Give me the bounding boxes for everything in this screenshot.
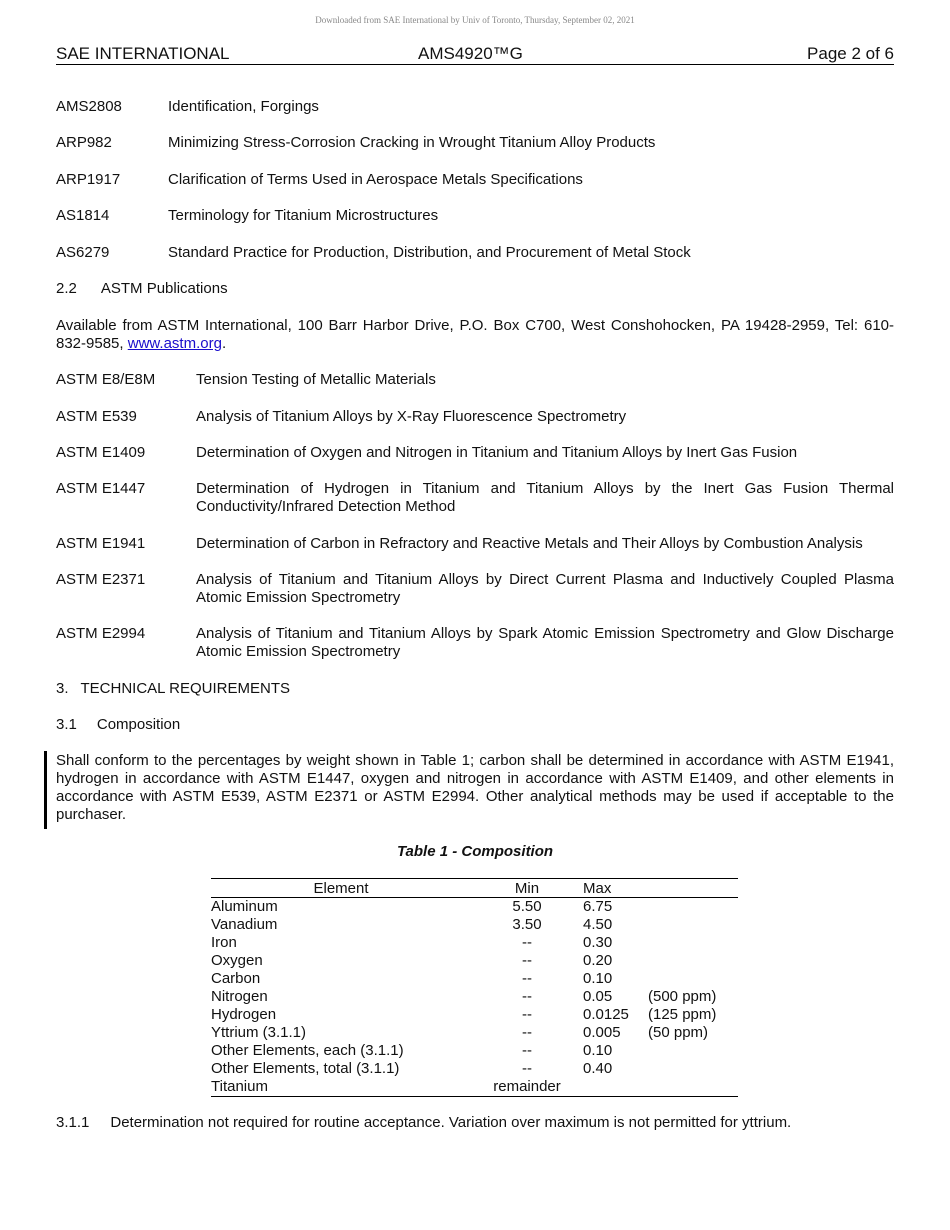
header-doc-number: AMS4920™G bbox=[418, 44, 523, 63]
section-heading-composition bbox=[56, 716, 180, 734]
cell-note bbox=[648, 1042, 738, 1060]
ref-desc: Minimizing Stress-Corrosion Cracking in Wrought Titanium Alloy Products bbox=[168, 134, 656, 151]
section-heading-technical bbox=[56, 680, 290, 698]
ref-code: ASTM E1941 bbox=[56, 535, 146, 552]
cell-note bbox=[648, 970, 738, 988]
cell-note bbox=[648, 898, 738, 917]
ref-code: ARP982 bbox=[56, 134, 112, 151]
cell-note bbox=[648, 952, 738, 970]
ref-code: ASTM E2994 bbox=[56, 625, 146, 642]
section-number: 2.2 bbox=[56, 280, 77, 297]
cell-element: Vanadium bbox=[211, 916, 278, 933]
cell-min: -- bbox=[522, 1060, 532, 1077]
ref-desc: Tension Testing of Metallic Materials bbox=[196, 371, 436, 388]
cell-note: (50 ppm) bbox=[648, 1024, 709, 1041]
section-number: 3. bbox=[56, 680, 69, 697]
ref-code: AS6279 bbox=[56, 244, 110, 261]
header-page-number: Page 2 of 6 bbox=[807, 44, 894, 63]
section-title: TECHNICAL REQUIREMENTS bbox=[80, 680, 290, 697]
cell-element: Carbon bbox=[211, 970, 261, 987]
ref-desc: Analysis of Titanium and Titanium Alloys by Spark Atomic Emission Spectrometry and Glow Discharge Atomic Emission Spectrometry bbox=[196, 625, 894, 660]
cell-note bbox=[648, 934, 738, 952]
ref-code: ASTM E1409 bbox=[56, 444, 146, 461]
ref-desc: Determination of Carbon in Refractory and Reactive Metals and Their Alloys by Combustion Analysis bbox=[196, 535, 863, 552]
revision-change-bar bbox=[44, 751, 47, 829]
cell-min: -- bbox=[522, 1042, 532, 1059]
cell-max: 0.30 bbox=[583, 934, 613, 951]
ref-desc: Identification, Forgings bbox=[168, 98, 319, 115]
cell-min: remainder bbox=[471, 1078, 583, 1097]
cell-note: (500 ppm) bbox=[648, 988, 717, 1005]
cell-element: Oxygen bbox=[211, 952, 263, 969]
cell-min: -- bbox=[522, 934, 532, 951]
ref-code: ASTM E1447 bbox=[56, 480, 146, 497]
cell-min: -- bbox=[522, 1024, 532, 1041]
astm-availability bbox=[56, 317, 894, 353]
table-header-row bbox=[211, 879, 738, 898]
table-row bbox=[211, 1042, 738, 1060]
table-row bbox=[211, 988, 738, 1006]
table-row bbox=[211, 1024, 738, 1042]
cell-min: -- bbox=[522, 1006, 532, 1023]
composition-paragraph: Shall conform to the percentages by weight shown in Table 1; carbon shall be determined in accordance with ASTM E1941, hydrogen in accordance with ASTM E1447, oxygen and nitrogen in accordance with ASTM E1409, and other elements in accordance with ASTM E539, ASTM E2371 or ASTM E2994. Other analytical methods may be used if acceptable to the purchaser. bbox=[56, 752, 894, 823]
ref-code: ASTM E2371 bbox=[56, 571, 146, 588]
ref-code: ASTM E8/E8M bbox=[56, 371, 156, 388]
ref-code: ASTM E539 bbox=[56, 408, 137, 425]
ref-code: AMS2808 bbox=[56, 98, 122, 115]
header-element: Element bbox=[211, 879, 471, 898]
cell-max: 0.005 bbox=[583, 1024, 621, 1041]
cell-max: 0.05 bbox=[583, 988, 613, 1005]
cell-max: 0.0125 bbox=[583, 1006, 629, 1023]
cell-max bbox=[583, 1078, 648, 1097]
cell-min: -- bbox=[522, 952, 532, 969]
table-row bbox=[211, 1006, 738, 1024]
table-row bbox=[211, 1078, 738, 1097]
cell-note bbox=[648, 1060, 738, 1078]
cell-max: 0.40 bbox=[583, 1060, 613, 1077]
astm-link[interactable]: www.astm.org bbox=[127, 335, 222, 352]
cell-min: -- bbox=[522, 970, 532, 987]
table-row bbox=[211, 1060, 738, 1078]
cell-note: (125 ppm) bbox=[648, 1006, 717, 1023]
header-min: Min bbox=[471, 879, 583, 898]
table-caption: Table 1 - Composition bbox=[396, 843, 554, 860]
ref-desc: Determination of Oxygen and Nitrogen in Titanium and Titanium Alloys by Inert Gas Fusion bbox=[196, 444, 798, 461]
note-number: 3.1.1 bbox=[56, 1114, 90, 1131]
cell-element: Nitrogen bbox=[211, 988, 268, 1005]
note-text: Determination not required for routine acceptance. Variation over maximum is not permitted for yttrium. bbox=[110, 1114, 792, 1131]
cell-min: 3.50 bbox=[512, 916, 542, 933]
cell-max: 0.20 bbox=[583, 952, 613, 969]
cell-max: 0.10 bbox=[583, 1042, 613, 1059]
page-header bbox=[56, 44, 894, 65]
ref-code: AS1814 bbox=[56, 207, 110, 224]
cell-element: Aluminum bbox=[211, 898, 278, 915]
cell-element: Other Elements, total (3.1.1) bbox=[211, 1060, 400, 1077]
section-heading-astm bbox=[56, 280, 228, 298]
table-row bbox=[211, 970, 738, 988]
ref-desc: Standard Practice for Production, Distribution, and Procurement of Metal Stock bbox=[168, 244, 691, 261]
composition-table bbox=[211, 878, 738, 1097]
note-3-1-1 bbox=[56, 1114, 791, 1132]
section-number: 3.1 bbox=[56, 716, 77, 733]
cell-max: 4.50 bbox=[583, 916, 613, 933]
header-max: Max bbox=[583, 879, 648, 898]
astm-end: . bbox=[221, 335, 227, 352]
astm-address: Available from ASTM International, 100 Barr Harbor Drive, P.O. Box C700, West Conshohocken, PA 19428-2959, Tel: 610-832-9585, bbox=[56, 317, 894, 352]
header-note bbox=[648, 879, 738, 898]
download-watermark: Downloaded from SAE International by Univ of Toronto, Thursday, September 02, 2021 bbox=[315, 15, 635, 25]
cell-min: 5.50 bbox=[512, 898, 542, 915]
header-publisher: SAE INTERNATIONAL bbox=[56, 44, 230, 63]
cell-element: Other Elements, each (3.1.1) bbox=[211, 1042, 404, 1059]
ref-desc: Terminology for Titanium Microstructures bbox=[168, 207, 439, 224]
ref-desc: Determination of Hydrogen in Titanium and Titanium Alloys by the Inert Gas Fusion Thermal Conductivity/Infrared Detection Method bbox=[196, 480, 894, 515]
section-title: ASTM Publications bbox=[100, 280, 228, 297]
cell-element: Hydrogen bbox=[211, 1006, 277, 1023]
cell-element: Titanium bbox=[211, 1078, 471, 1097]
cell-note bbox=[648, 1078, 738, 1097]
ref-desc: Analysis of Titanium and Titanium Alloys by Direct Current Plasma and Inductively Coupled Plasma Atomic Emission Spectrometry bbox=[196, 571, 894, 606]
ref-code: ARP1917 bbox=[56, 171, 121, 188]
section-title: Composition bbox=[96, 716, 181, 733]
cell-note bbox=[648, 916, 738, 934]
cell-min: -- bbox=[522, 988, 532, 1005]
table-row bbox=[211, 934, 738, 952]
table-row bbox=[211, 916, 738, 934]
cell-element: Yttrium (3.1.1) bbox=[211, 1024, 307, 1041]
cell-max: 6.75 bbox=[583, 898, 613, 915]
cell-element: Iron bbox=[211, 934, 237, 951]
table-row bbox=[211, 952, 738, 970]
table-row bbox=[211, 898, 738, 917]
cell-max: 0.10 bbox=[583, 970, 613, 987]
ref-desc: Analysis of Titanium Alloys by X-Ray Fluorescence Spectrometry bbox=[196, 408, 627, 425]
ref-desc: Clarification of Terms Used in Aerospace Metals Specifications bbox=[168, 171, 583, 188]
